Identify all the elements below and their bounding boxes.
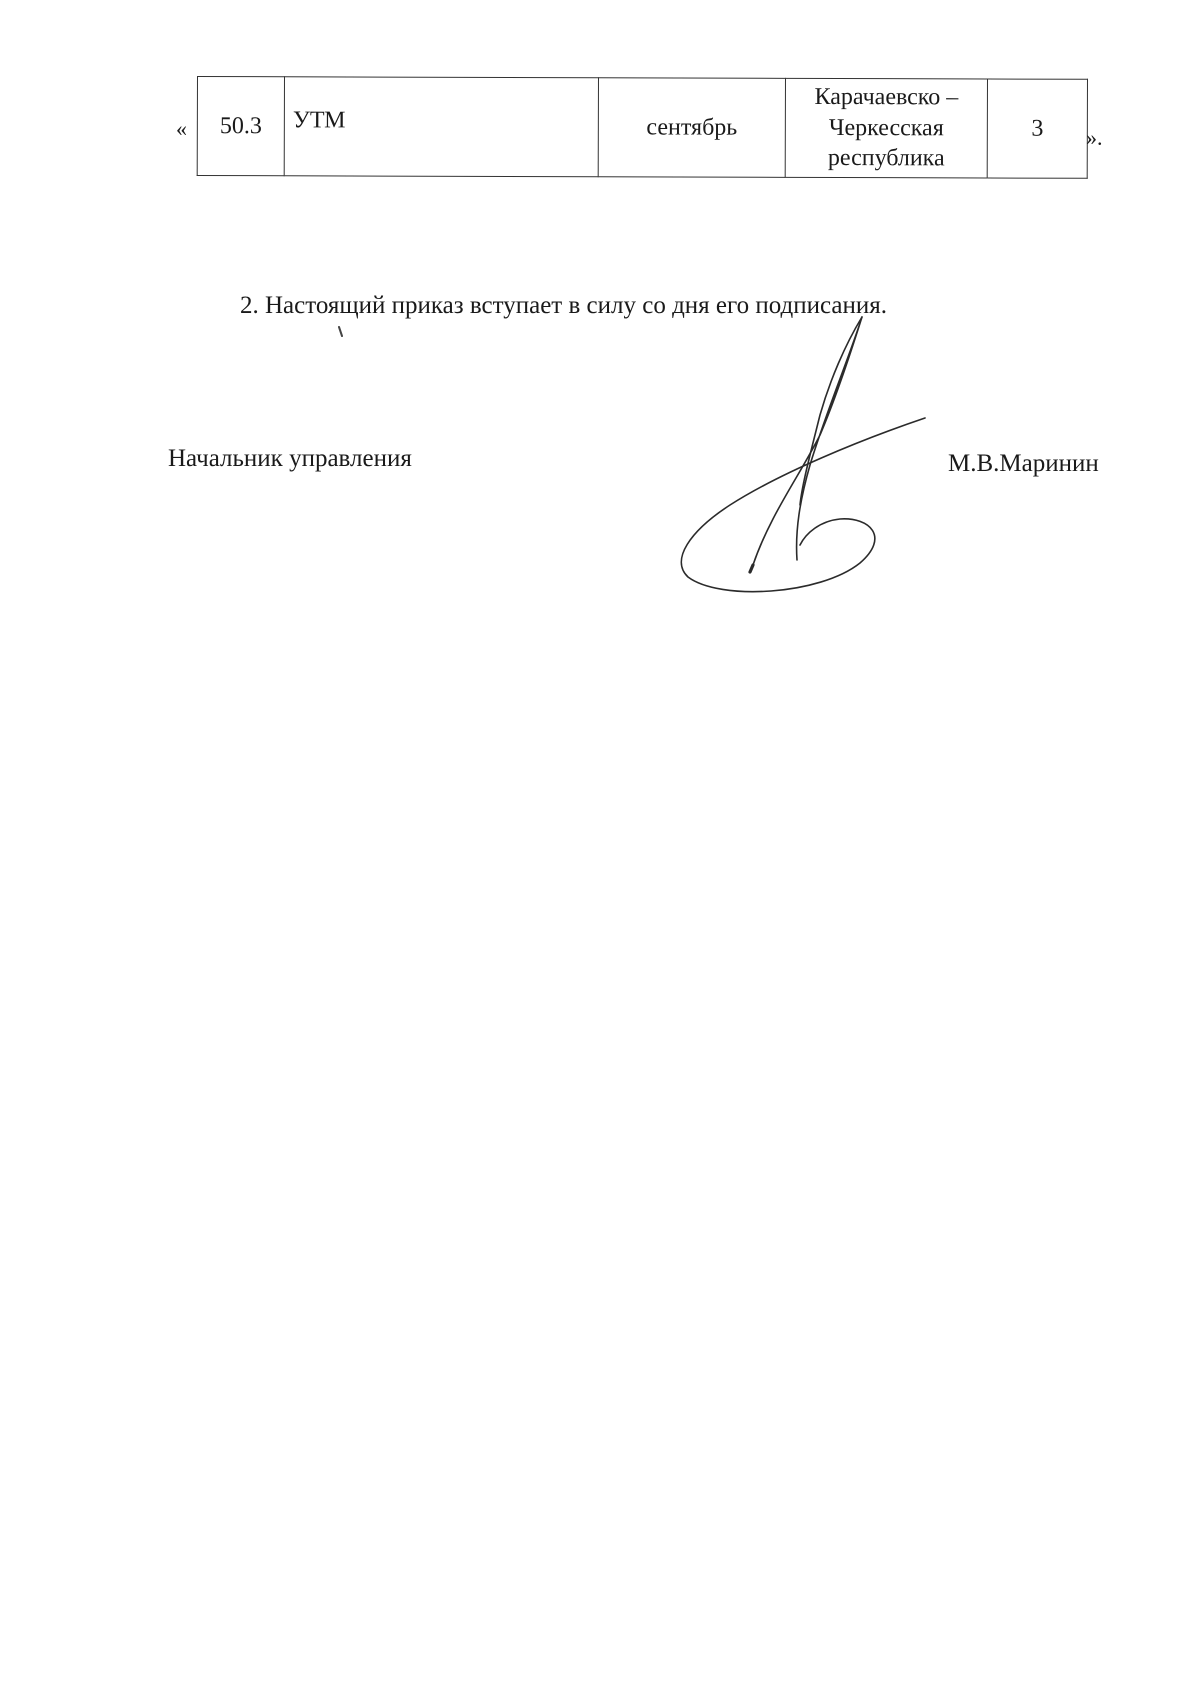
cell-name [284, 77, 598, 177]
signer-title: Начальник управления [168, 445, 412, 472]
closing-quote: ». [1086, 125, 1103, 150]
schedule-table [197, 76, 1088, 179]
table-continuation [197, 76, 1077, 179]
cell-region [785, 78, 987, 178]
opening-quote: « [176, 116, 187, 141]
cell-region-line3: республика [827, 145, 945, 172]
clause-2: 2. Настоящий приказ вступает в силу со дня его подписания. [240, 292, 888, 319]
cell-number [197, 77, 284, 176]
handwritten-signature [660, 305, 960, 605]
cell-region-line1: Карачаевско – [814, 83, 959, 111]
cell-name-text: УТМ [292, 106, 346, 133]
cell-region-line2: Черкесская [828, 114, 944, 141]
cell-quantity [987, 79, 1087, 178]
table-row [197, 77, 1087, 179]
signer-name: М.В.Маринин [948, 450, 1099, 477]
cell-number-text: 50.3 [219, 112, 262, 139]
cell-month [598, 78, 785, 178]
cell-quantity-text: 3 [1031, 115, 1044, 142]
scan-speck [338, 326, 343, 337]
cell-month-text: сентябрь [646, 113, 738, 141]
